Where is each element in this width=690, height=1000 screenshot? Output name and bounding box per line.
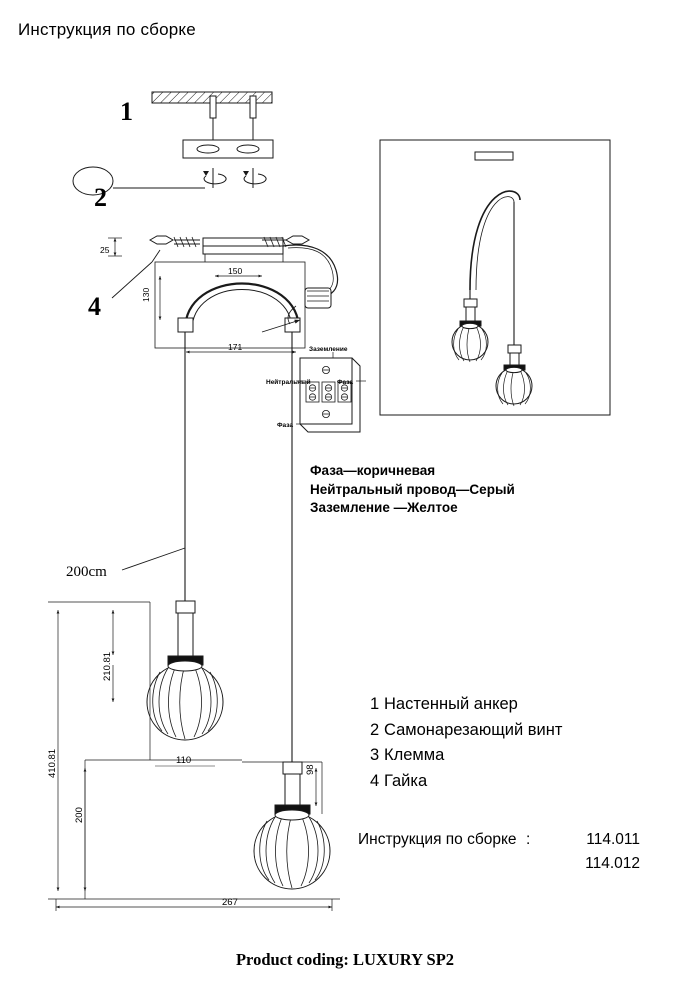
callout-2: 2 <box>94 183 107 212</box>
legend-item-4 <box>370 769 562 795</box>
footer-product-coding: Product coding: LUXURY SP2 <box>235 950 455 969</box>
dim-98: 98 <box>305 764 316 775</box>
dim-200: 200 <box>74 807 85 823</box>
legend-label-1: Настенный анкер <box>384 695 518 713</box>
legend-label-2: Самонарезающий винт <box>384 720 563 739</box>
dim-410-81: 410.81 <box>47 748 58 778</box>
legend-item-1 <box>370 692 562 718</box>
legend-number-2: 2 <box>370 720 380 739</box>
product-code-colon: : <box>526 831 531 848</box>
legend-label-3: Клемма <box>384 746 445 764</box>
dim-25: 25 <box>100 245 110 255</box>
dim-267: 267 <box>222 897 238 908</box>
dim-171: 171 <box>228 342 243 352</box>
legend-number-4: 4 <box>370 771 380 790</box>
dim-130: 130 <box>141 287 151 302</box>
legend-number-1: 1 <box>370 695 380 713</box>
callout-4: 4 <box>88 292 101 321</box>
product-code-label: Инструкция по сборке <box>358 831 517 848</box>
product-code-spacer <box>358 852 526 876</box>
product-code-row-2 <box>358 852 640 876</box>
product-code-spacer-2 <box>526 852 540 876</box>
terminal-phase-left-label: Фаза <box>277 422 294 429</box>
product-code-row-1 <box>358 828 640 852</box>
dim-150: 150 <box>228 266 243 276</box>
page-title: Инструкция по сборке <box>18 20 196 39</box>
legend-number-3: 3 <box>370 746 380 764</box>
dim-200cm: 200cm <box>66 564 107 580</box>
wire-neutral: Нейтральный провод—Серый <box>310 481 515 497</box>
product-code-value-1: 114.011 <box>586 831 640 848</box>
callout-1: 1 <box>120 97 133 126</box>
product-code-value-2: 114.012 <box>585 855 640 872</box>
wire-ground: Заземление —Желтое <box>310 500 458 515</box>
wire-color-legend <box>310 462 515 518</box>
dim-210-81: 210.81 <box>102 651 113 681</box>
product-codes <box>358 828 640 876</box>
terminal-phase-label: Фаза <box>337 379 354 386</box>
terminal-ground-label: Заземление <box>309 346 348 353</box>
parts-legend <box>370 692 562 794</box>
dim-110: 110 <box>176 755 192 766</box>
legend-item-2 <box>370 718 562 744</box>
legend-label-4: Гайка <box>384 771 428 790</box>
legend-item-3 <box>370 743 562 769</box>
terminal-neutral-left-label: Нейтральный <box>266 379 311 386</box>
wire-phase: Фаза—коричневая <box>310 463 436 478</box>
